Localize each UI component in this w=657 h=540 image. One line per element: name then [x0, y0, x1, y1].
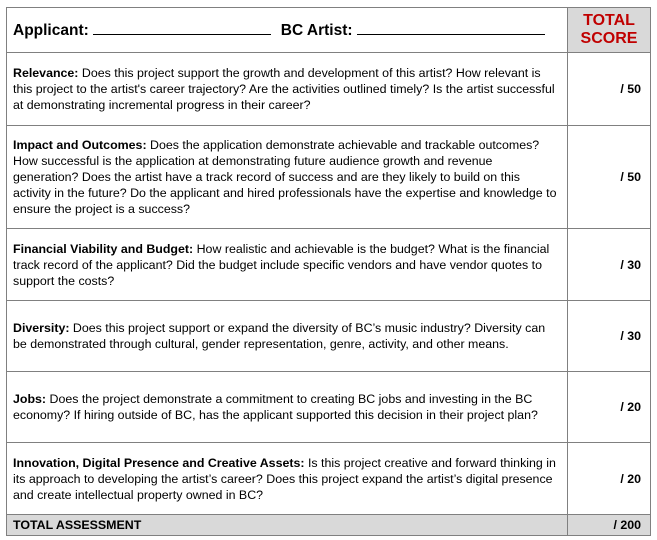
criterion-description	[7, 53, 568, 126]
criterion-score: / 30	[568, 229, 651, 301]
applicant-label: Applicant:	[13, 22, 89, 39]
criterion-row-jobs	[7, 372, 651, 443]
assessment-table	[6, 7, 651, 536]
criterion-description	[7, 229, 568, 301]
criterion-title: Diversity:	[13, 321, 70, 335]
applicant-artist-header	[7, 8, 568, 53]
criterion-row-impact-outcomes	[7, 126, 651, 229]
criterion-title: Financial Viability and Budget:	[13, 241, 194, 256]
criterion-description	[7, 301, 568, 372]
criterion-score: / 30	[568, 301, 651, 372]
bc-artist-label: BC Artist:	[280, 22, 353, 39]
total-assessment-score: / 200	[568, 515, 651, 536]
total-score-header-line1: TOTAL	[583, 12, 635, 29]
criterion-row-diversity	[7, 301, 651, 372]
criterion-text: Does this project support the growth and development of this artist? How relevant is this project to the artist's career trajectory? Are the activities outlined timely? Is the artist successful at demonstrating incremental progress in their career?	[13, 66, 555, 112]
criterion-description	[7, 443, 568, 515]
total-score-header-line2: SCORE	[580, 30, 638, 47]
criterion-text: How realistic and achievable is the budget? What is the financial track record of the applicant? Did the budget include specific vendors and have vendor quotes to support the costs?	[13, 241, 550, 288]
criterion-title: Jobs:	[13, 392, 47, 406]
criterion-title: Innovation, Digital Presence and Creative Assets:	[13, 455, 305, 470]
criterion-text: Does this project support or expand the diversity of BC’s music industry? Diversity can be demonstrated through cultural, gender representation, genre, activity, and other means.	[13, 321, 546, 351]
total-assessment-label: TOTAL ASSESSMENT	[7, 515, 568, 536]
criterion-score: / 50	[568, 53, 651, 126]
criterion-row-innovation	[7, 443, 651, 515]
criterion-text: Does the application demonstrate achievable and trackable outcomes? How successful is the application at demonstrating future audience growth and revenue generation? Does the artist have a track record of success and are they likely to build on this activity in the future? Do the applicant and hired professionals have the expertise and knowledge to ensure the project is a success?	[13, 138, 557, 216]
criterion-score: / 20	[568, 372, 651, 443]
bc-artist-blank-line	[357, 20, 545, 35]
criterion-text: Is this project creative and forward thinking in its approach to developing the artist’s career? Does this project expand the artist’s digital presence and create intellectual property owned in BC?	[13, 455, 556, 502]
criterion-row-relevance	[7, 53, 651, 126]
criterion-score: / 50	[568, 126, 651, 229]
header-row	[7, 8, 651, 53]
criterion-description	[7, 372, 568, 443]
applicant-blank-line	[93, 20, 271, 35]
criterion-title: Relevance:	[13, 66, 79, 80]
criterion-text: Does the project demonstrate a commitment to creating BC jobs and investing in the BC economy? If hiring outside of BC, has the applicant supported this decision in their project plan?	[13, 392, 538, 422]
total-score-header	[568, 8, 651, 53]
criterion-row-financial-viability	[7, 229, 651, 301]
criterion-title: Impact and Outcomes:	[13, 138, 147, 152]
total-assessment-row	[7, 515, 651, 536]
criterion-score: / 20	[568, 443, 651, 515]
criterion-description	[7, 126, 568, 229]
